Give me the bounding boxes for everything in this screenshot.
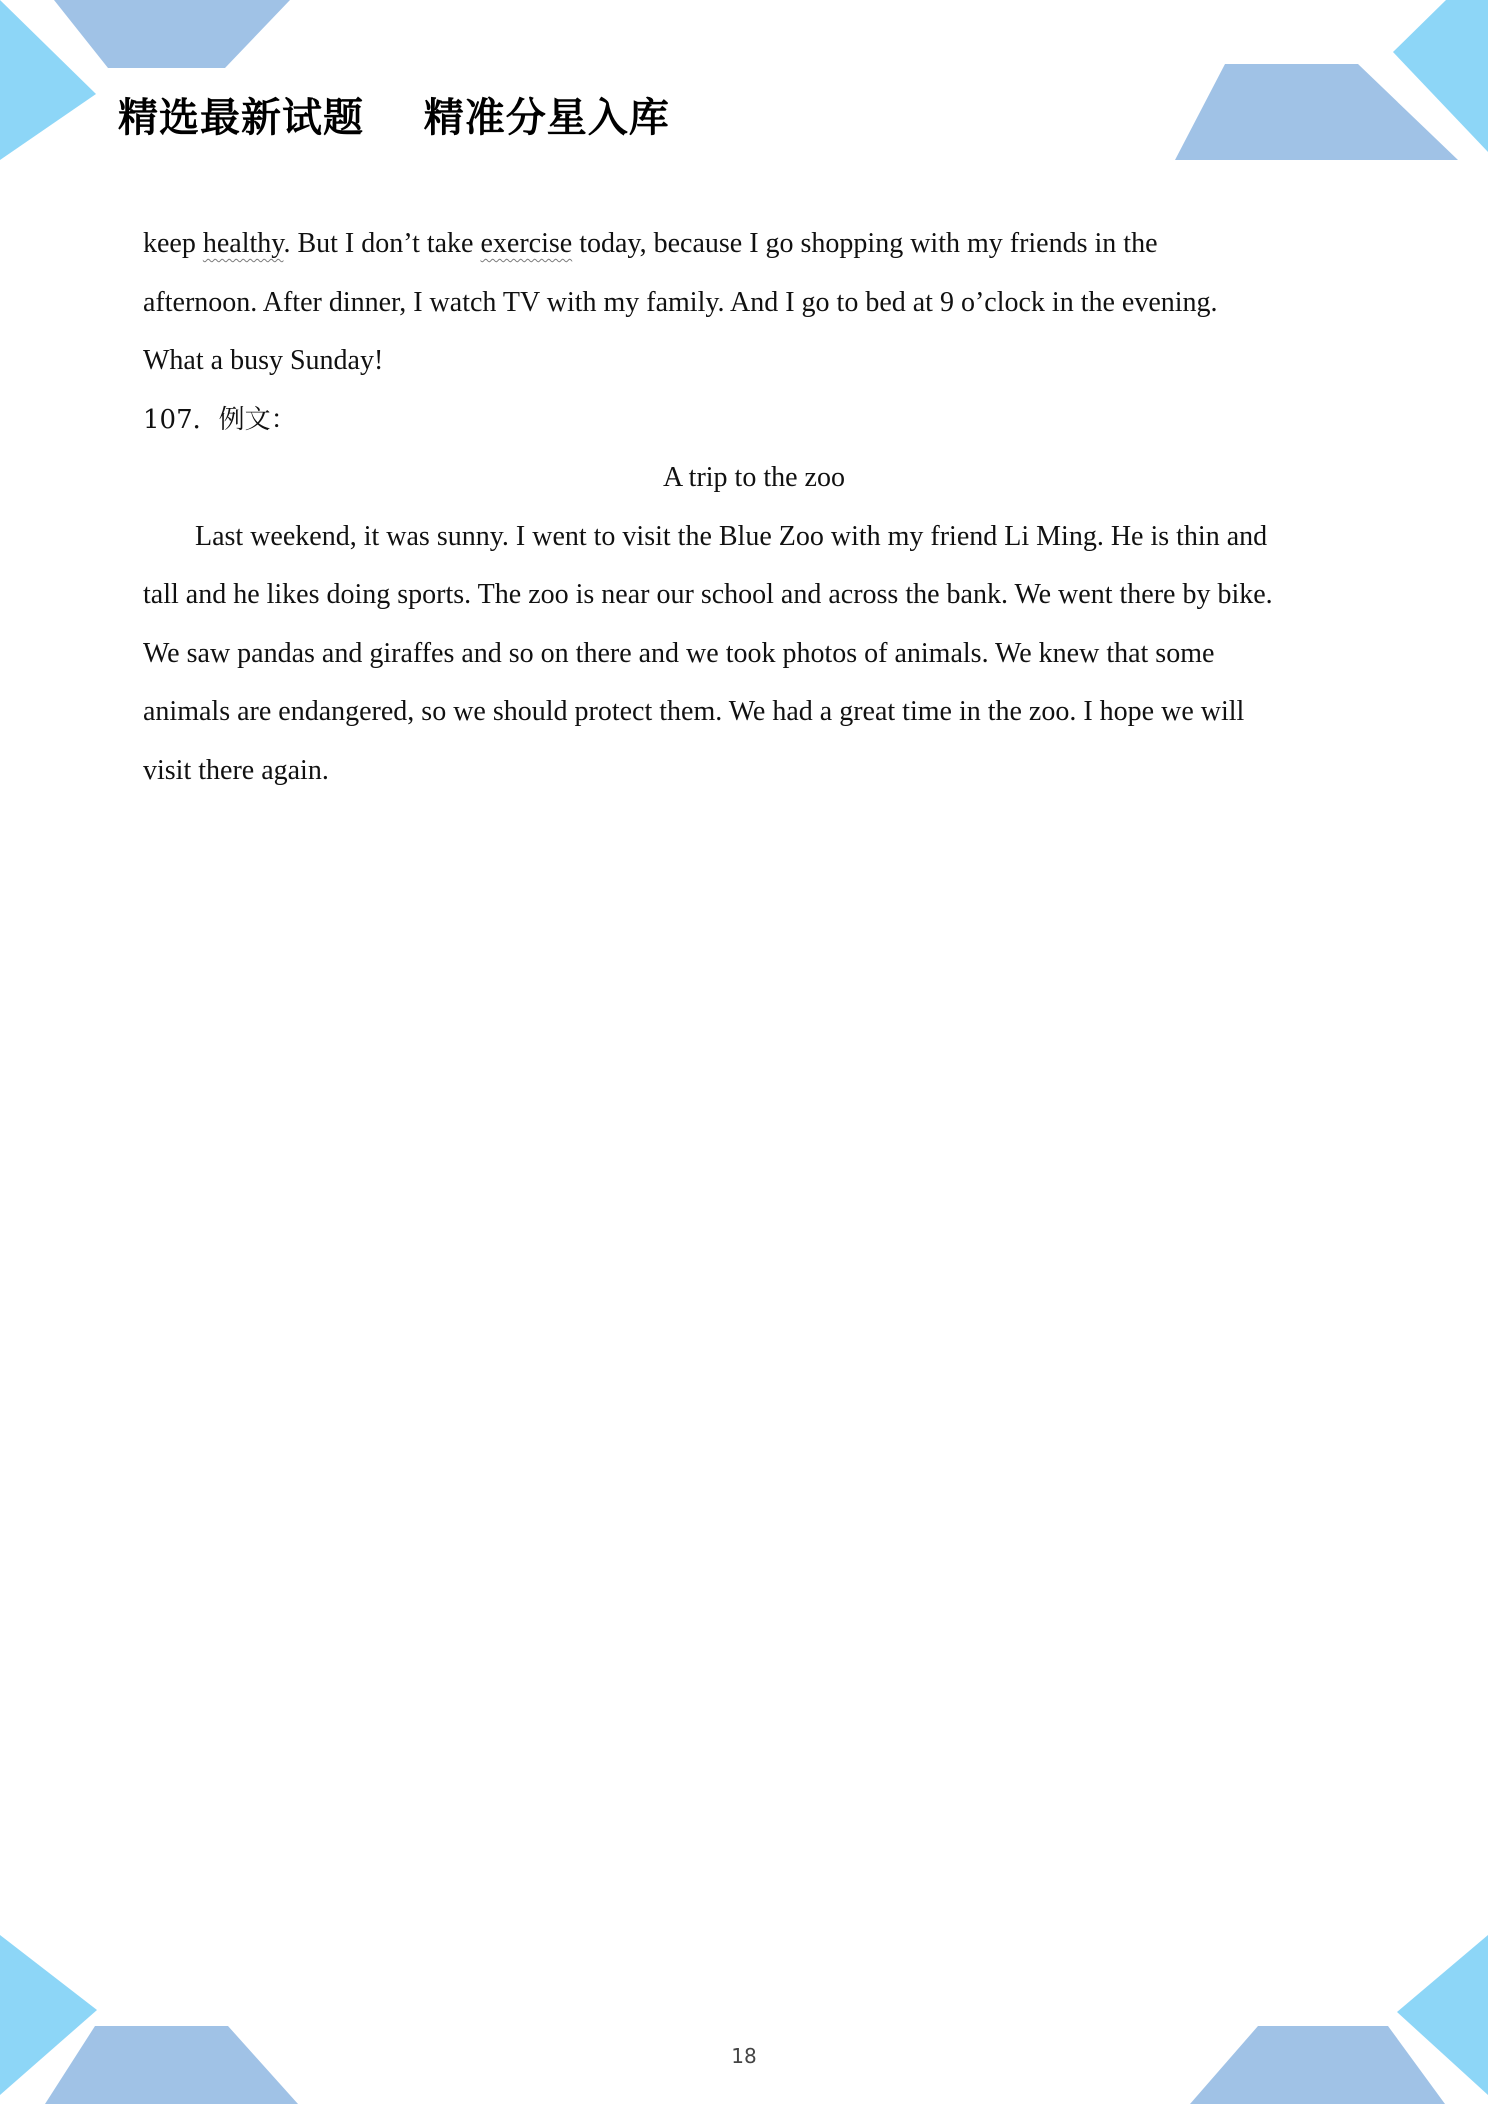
essay-line-4: animals are endangered, so we should protect them. We had a great time in the zoo. I hope we will	[143, 696, 1245, 727]
bottom-left-triangle-decoration	[0, 1935, 97, 2095]
essay-line-1: Last weekend, it was sunny. I went to visit the Blue Zoo with my friend Li Ming. He is thin and	[195, 520, 1268, 552]
essay-line-5: visit there again.	[143, 754, 329, 786]
top-left-trapezoid-decoration	[54, 0, 290, 68]
spellcheck-word-healthy: healthy	[202, 228, 284, 259]
continuation-line-3: What a busy Sunday!	[143, 345, 384, 376]
top-left-triangle-decoration	[0, 0, 96, 160]
text-fragment: . But I don’t take	[283, 228, 481, 259]
text-fragment: today, because I go shopping with my friends in the	[572, 228, 1158, 259]
spellcheck-word-exercise: exercise	[480, 228, 573, 259]
essay-line-3: We saw pandas and giraffes and so on there and we took photos of animals. We knew that some	[143, 637, 1215, 669]
page-header-title: 精选最新试题 精准分星入库	[118, 95, 670, 141]
continuation-line-2: afternoon. After dinner, I watch TV with my family. And I go to bed at 9 o’clock in the evening.	[143, 286, 1218, 318]
continuation-line-1	[143, 215, 1365, 274]
document-body	[143, 215, 1365, 800]
essay-line-2: tall and he likes doing sports. The zoo is near our school and across the bank. We went there by bike.	[143, 579, 1273, 610]
top-right-triangle-decoration	[1393, 0, 1488, 152]
page-number: 18	[731, 2044, 757, 2068]
text-fragment: keep	[143, 228, 203, 259]
question-label: 107．例文：	[143, 404, 297, 435]
bottom-right-triangle-decoration	[1397, 1935, 1488, 2095]
top-right-trapezoid-decoration	[1175, 64, 1458, 160]
essay-title: A trip to the zoo	[663, 462, 845, 493]
